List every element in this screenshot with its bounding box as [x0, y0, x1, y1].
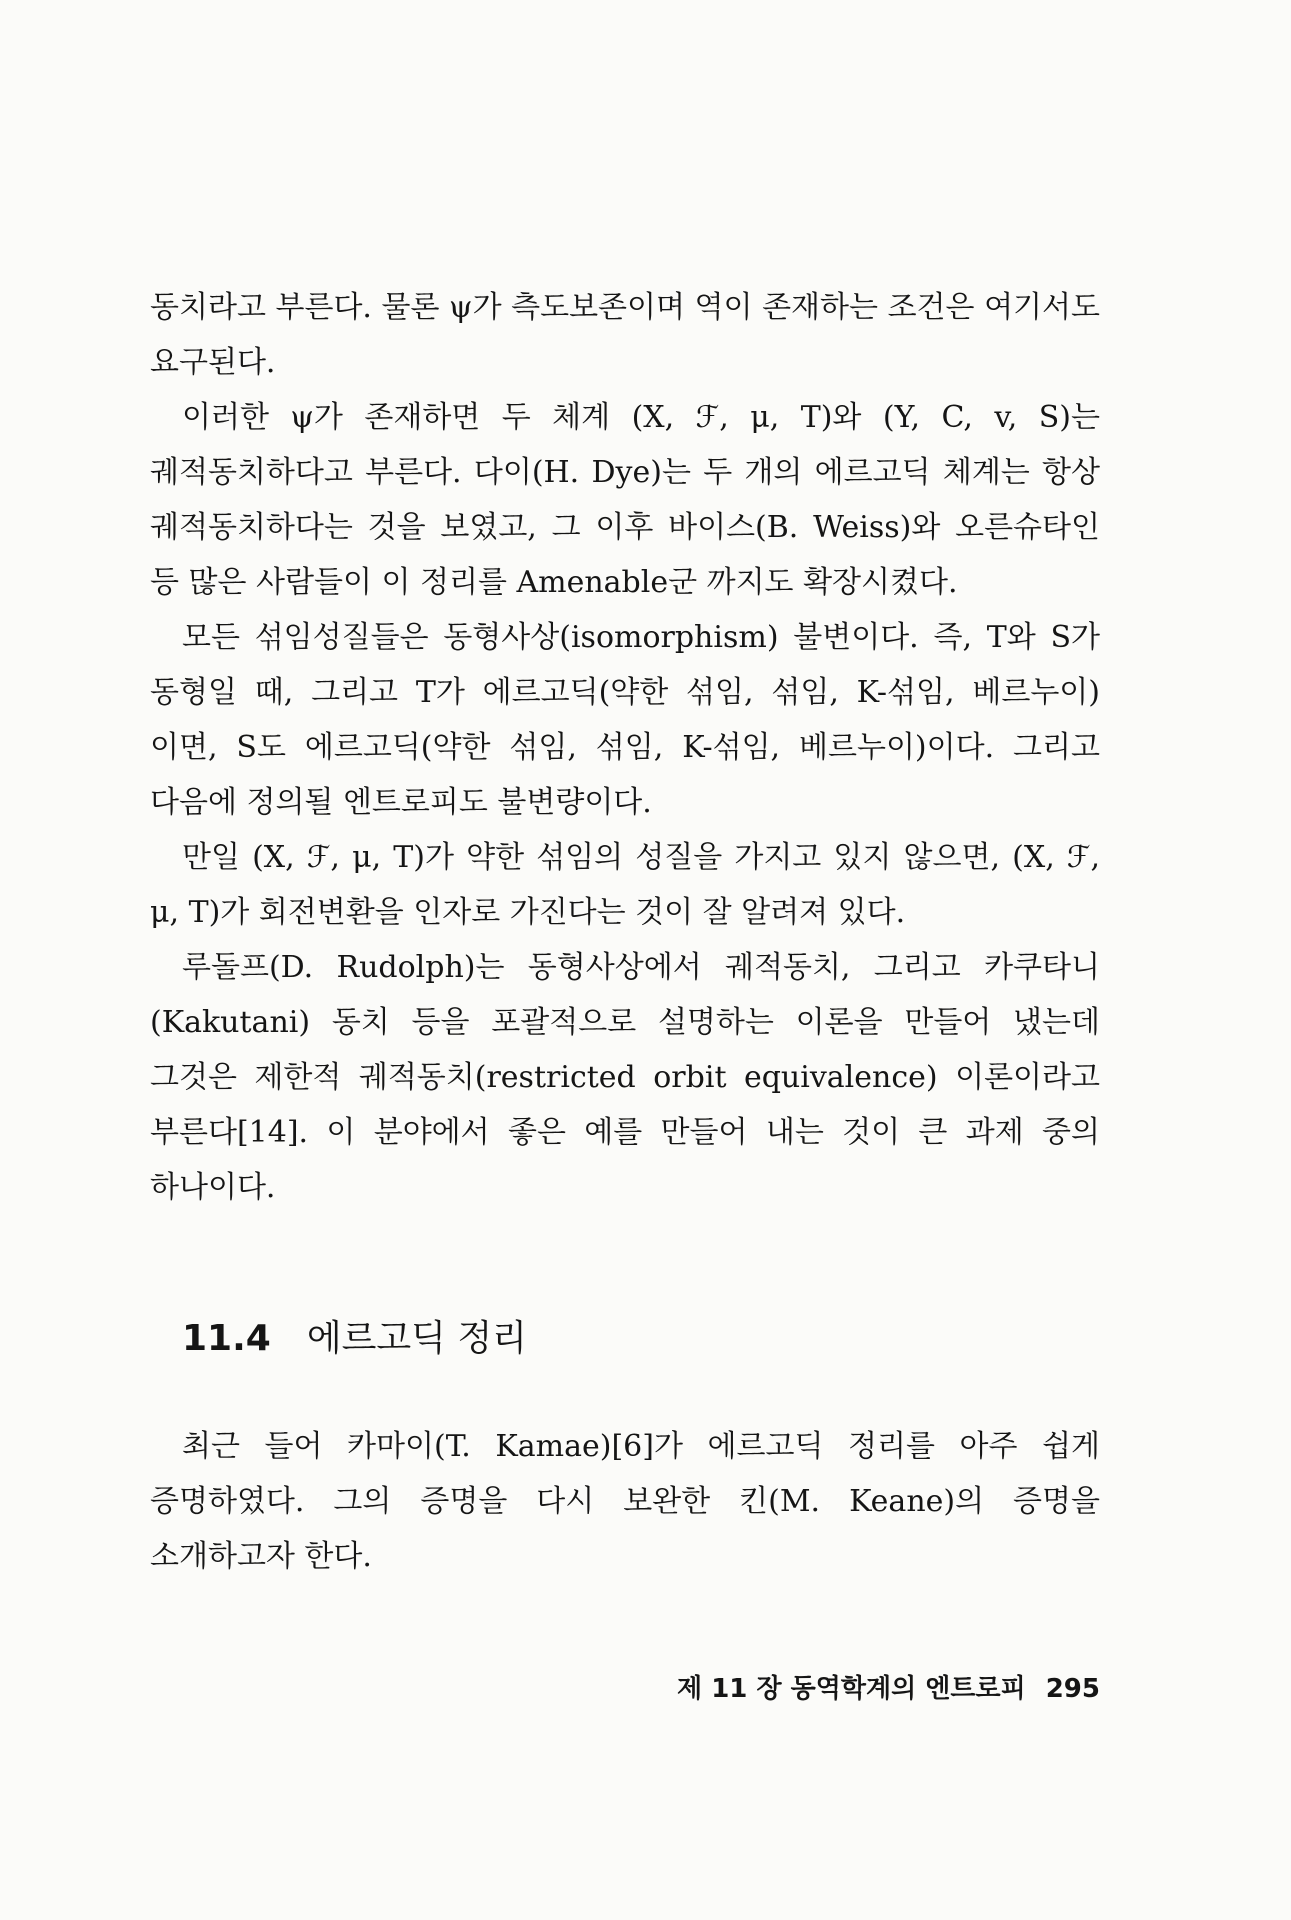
paragraph-mixing-invariance: 모든 섞임성질들은 동형사상(isomorphism) 불변이다. 즉, T와 S가 동형일 때, 그리고 T가 에르고딕(약한 섞임, 섞임, K-섞임, 베르누이)이면, S도 에르고딕(약한 섞임, 섞임, K-섞임, 베르누이)이다. 그리고 다음에 정의될 엔트로피도 불변량이다. [150, 620, 1100, 820]
running-header-chapter: 제 11 장 동역학계의 엔트로피 [677, 1674, 1026, 1704]
page-number: 295 [1045, 1674, 1100, 1704]
paragraph-rudolph: 루돌프(D. Rudolph)는 동형사상에서 궤적동치, 그리고 카쿠타니(Kakutani) 동치 등을 포괄적으로 설명하는 이론을 만들어 냈는데 그것은 제한적 궤적동치(restricted orbit equivalence) 이론이라고 부른다[14]. 이 분야에서 좋은 예를 만들어 내는 것이 큰 과제 중의 하나이다. [150, 950, 1100, 1205]
paragraph-ergodic-theorem-intro: 최근 들어 카마이(T. Kamae)[6]가 에르고딕 정리를 아주 쉽게 증명하였다. 그의 증명을 다시 보완한 킨(M. Keane)의 증명을 소개하고자 한다. [150, 1429, 1100, 1574]
section-heading [182, 1315, 1100, 1363]
paragraph-weak-mixing: 만일 (X, ℱ, μ, T)가 약한 섞임의 성질을 가지고 있지 않으면, (X, ℱ, μ, T)가 회전변환을 인자로 가진다는 것이 잘 알려져 있다. [150, 840, 1100, 930]
page-footer [150, 1668, 1100, 1705]
page-body [150, 280, 1100, 1584]
paragraph-continuation: 동치라고 부른다. 물론 ψ가 측도보존이며 역이 존재하는 조건은 여기서도 요구된다. [150, 290, 1100, 380]
section-number: 11.4 [182, 1318, 271, 1359]
paragraph-orbit-equivalence: 이러한 ψ가 존재하면 두 체계 (X, ℱ, μ, T)와 (Y, C, v, S)는 궤적동치하다고 부른다. 다이(H. Dye)는 두 개의 에르고딕 체계는 항상 궤적동치하다는 것을 보였고, 그 이후 바이스(B. Weiss)와 오른슈타인 등 많은 사람들이 이 정리를 Amenable군 까지도 확장시켰다. [150, 400, 1100, 600]
section-title: 에르고딕 정리 [306, 1318, 527, 1359]
